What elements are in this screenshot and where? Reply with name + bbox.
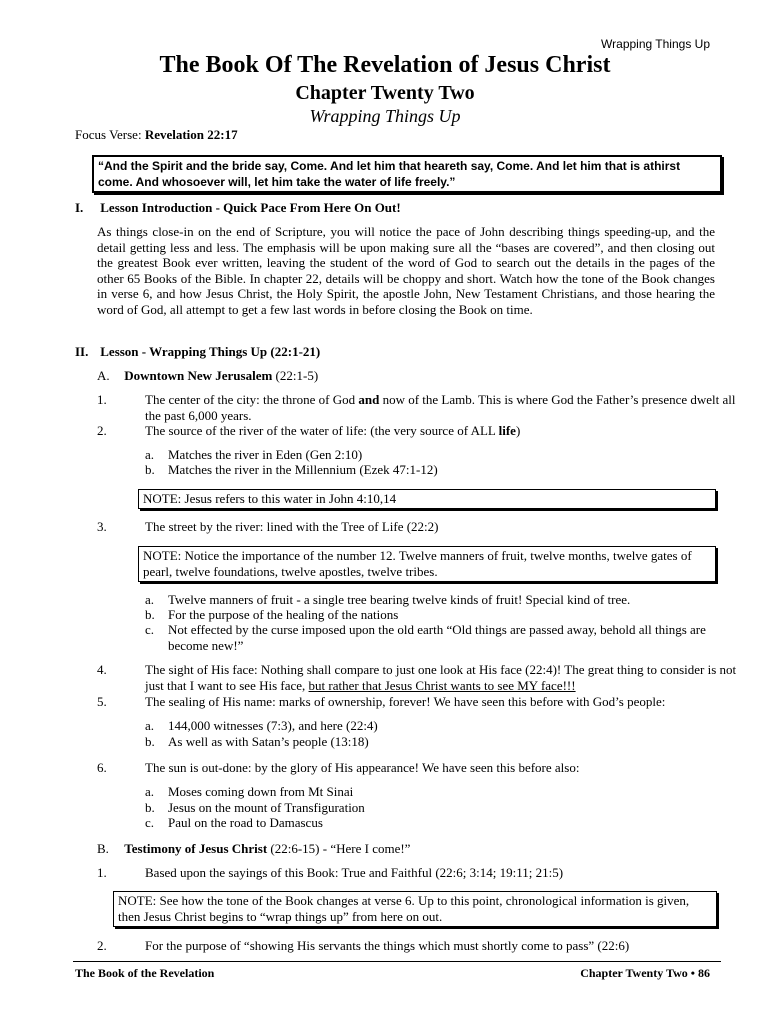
sub-letter: b. — [145, 800, 155, 815]
section-2-num: II. — [75, 344, 89, 359]
sub-text: Matches the river in Eden (Gen 2:10) — [168, 447, 363, 462]
list-item-2 — [97, 423, 739, 439]
sub-item — [145, 734, 369, 750]
note-box-3: NOTE: See how the tone of the Book changes at verse 6. Up to this point, chronological information is given, then Jesus Christ begins to “wrap things up” from here on out. — [113, 891, 717, 927]
sub-letter: a. — [145, 784, 155, 799]
section-1-title: Lesson Introduction - Quick Pace From Here On Out! — [100, 200, 401, 215]
item-number: 5. — [97, 694, 107, 709]
item-number: 2. — [97, 938, 107, 953]
item-text: The center of the city: the throne of God — [145, 392, 359, 407]
list-item-1 — [97, 392, 739, 423]
chapter-subtitle: Wrapping Things Up — [309, 106, 461, 126]
sub-item — [145, 622, 738, 653]
page-title: The Book Of The Revelation of Jesus Christ — [159, 52, 611, 78]
subsection-a-title: Downtown New Jerusalem — [124, 368, 273, 383]
subsection-b-letter: B. — [97, 841, 109, 856]
section-1-num: I. — [75, 200, 84, 215]
item-text: now of the Lamb. This is where God the Father’s presence dwelt all the past 6,000 years. — [145, 392, 736, 423]
item-text: The sealing of His name: marks of ownership, forever! We have seen this before with God’s people: — [145, 694, 666, 709]
sub-item — [145, 592, 715, 608]
subsection-b-title: Testimony of Jesus Christ — [124, 841, 268, 856]
sub-item — [145, 815, 323, 831]
item-number: 6. — [97, 760, 107, 775]
note-box-2: NOTE: Notice the importance of the number 12. Twelve manners of fruit, twelve months, twelve gates of pearl, twelve foundations, twelve apostles, twelve tribes. — [138, 546, 716, 582]
footer-page-number: Chapter Twenty Two • 86 — [580, 966, 710, 980]
list-item-3 — [97, 519, 739, 535]
subsection-b-ref: (22:6-15) - “Here I come!” — [270, 841, 411, 856]
item-number: 2. — [97, 423, 107, 438]
item-text: The street by the river: lined with the Tree of Life (22:2) — [145, 519, 439, 534]
item-number: 4. — [97, 662, 107, 677]
item-bold: life — [498, 423, 516, 438]
focus-label: Focus Verse: — [75, 127, 142, 142]
sub-item — [145, 607, 715, 623]
section-1-heading — [75, 200, 401, 216]
subsection-a-letter: A. — [97, 368, 110, 383]
focus-reference: Revelation 22:17 — [144, 127, 238, 142]
sub-letter: b. — [145, 734, 155, 749]
sub-item — [145, 784, 353, 800]
list-item-5 — [97, 694, 739, 710]
chapter-title: Chapter Twenty Two — [295, 82, 475, 104]
subsection-a-heading — [97, 368, 318, 384]
focus-verse — [75, 127, 238, 143]
running-header: Wrapping Things Up — [601, 37, 710, 51]
item-text: For the purpose of “showing His servants the things which must shortly come to pass” (22:6) — [145, 938, 630, 953]
list-item-4 — [97, 662, 739, 693]
section-1-body: As things close-in on the end of Scripture, you will notice the pace of John describing things speeding-up, and the detail getting less and less. The emphasis will be upon making sure all the “bases are covered”, and then closing out the greatest Book ever written, leaving the student of the word of God to search out the details in the pages of the other 65 Books of the Bible. In chapter 22, details will be choppy and short. Watch how the tone of the Book changes in verse 6, and how Jesus Christ, the Holy Spirit, the apostle John, New Testament Christians, and those hearing the word of God, all attempt to get a few last words in before closing the Book on time. — [97, 224, 715, 317]
sub-letter: a. — [145, 592, 155, 607]
item-text: ) — [515, 423, 521, 438]
sub-item — [145, 800, 365, 816]
item-underlined: but rather that Jesus Christ wants to see MY face!!! — [308, 677, 576, 693]
sub-text: Jesus on the mount of Transfiguration — [168, 800, 365, 815]
sub-letter: a. — [145, 718, 155, 733]
list-item-6 — [97, 760, 739, 776]
sub-item — [145, 718, 378, 734]
b-list-item-2 — [97, 938, 739, 954]
focus-verse-box: “And the Spirit and the bride say, Come. And let him that heareth say, Come. And let him that is athirst come. And whosoever will, let him take the water of life freely.” — [92, 155, 722, 193]
sub-text: As well as with Satan’s people (13:18) — [168, 734, 369, 749]
sub-letter: a. — [145, 447, 155, 462]
subsection-a-ref: (22:1-5) — [275, 368, 319, 383]
note-box-1: NOTE: Jesus refers to this water in John 4:10,14 — [138, 489, 716, 509]
sub-text: Moses coming down from Mt Sinai — [168, 784, 354, 799]
sub-text: 144,000 witnesses (7:3), and here (22:4) — [168, 718, 378, 733]
sub-item — [145, 447, 362, 463]
section-2-heading — [75, 344, 320, 360]
sub-letter: b. — [145, 462, 155, 477]
sub-text: Twelve manners of fruit - a single tree bearing twelve kinds of fruit! Special kind of tree. — [168, 592, 631, 607]
item-text: Based upon the sayings of this Book: True and Faithful (22:6; 3:14; 19:11; 21:5) — [145, 865, 564, 880]
subsection-b-heading — [97, 841, 410, 857]
item-number: 1. — [97, 392, 107, 407]
item-text: The sun is out-done: by the glory of His appearance! We have seen this before also: — [145, 760, 580, 775]
item-text: The sight of His face: Nothing shall compare to just one look at His face (22:4)! The great thing to consider is not just that I want to see His face, — [145, 662, 737, 693]
sub-text: Paul on the road to Damascus — [168, 815, 323, 830]
footer-book-title: The Book of the Revelation — [75, 966, 215, 980]
sub-item — [145, 462, 438, 478]
item-bold: and — [358, 392, 380, 407]
sub-letter: c. — [145, 815, 155, 830]
sub-text: For the purpose of the healing of the nations — [168, 607, 399, 622]
item-number: 1. — [97, 865, 107, 880]
b-list-item-1 — [97, 865, 739, 881]
sub-letter: b. — [145, 607, 155, 622]
sub-letter: c. — [145, 622, 155, 637]
sub-text: Not effected by the curse imposed upon the old earth “Old things are passed away, behold all things are become new!” — [168, 622, 706, 653]
item-number: 3. — [97, 519, 107, 534]
section-2-title: Lesson - Wrapping Things Up (22:1-21) — [100, 344, 321, 359]
item-text: The source of the river of the water of life: (the very source of ALL — [145, 423, 499, 438]
sub-text: Matches the river in the Millennium (Ezek 47:1-12) — [168, 462, 438, 477]
footer-divider — [73, 961, 721, 962]
